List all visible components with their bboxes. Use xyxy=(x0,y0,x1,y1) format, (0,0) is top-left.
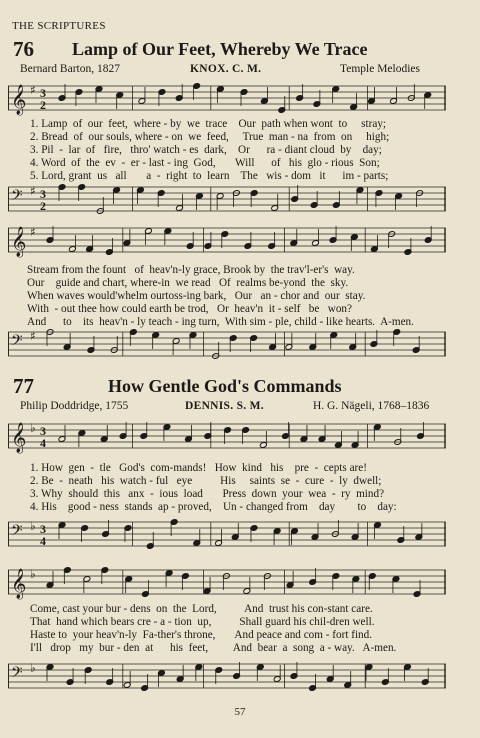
verse-line: 1. Lamp of our feet, where - by we trace Our path when wont to stray; xyxy=(30,118,387,130)
page-number: 57 xyxy=(234,706,246,718)
hymn-author: Bernard Barton, 1827 xyxy=(20,63,120,75)
svg-text:𝄞: 𝄞 xyxy=(11,227,27,257)
tune-name: KNOX. C. M. xyxy=(190,63,262,75)
verse-line: And to its heav'n - ly teach - ing turn, With sim - ple, child - like hearts. A-men. xyxy=(27,316,414,328)
svg-text:3: 3 xyxy=(40,522,46,536)
svg-text:𝄢: 𝄢 xyxy=(11,332,23,353)
svg-text:2: 2 xyxy=(40,199,46,213)
svg-text:♯: ♯ xyxy=(30,184,36,198)
svg-text:♯: ♯ xyxy=(30,329,36,343)
music-staff xyxy=(8,328,446,358)
hymn-number: 77 xyxy=(13,374,34,398)
svg-text:3: 3 xyxy=(40,86,46,100)
verse-line: 3. Why should this anx - ious load Press down your wea - ry mind? xyxy=(30,488,385,500)
verse-line: Come, cast your bur - dens on the Lord, And trust his con-stant care. xyxy=(30,603,373,615)
hymn-tune xyxy=(185,400,264,412)
svg-text:♭: ♭ xyxy=(30,519,36,533)
svg-text:♯: ♯ xyxy=(30,83,36,97)
svg-text:♯: ♯ xyxy=(30,225,36,239)
hymn-title: How Gentle God's Commands xyxy=(108,376,342,396)
hymn-number: 76 xyxy=(13,37,34,61)
svg-text:3: 3 xyxy=(40,187,46,201)
verse-line: With - out thee how could earth be trod, Or heav'n it - self be won? xyxy=(27,303,352,315)
running-title: THE SCRIPTURES xyxy=(12,20,106,32)
hymn-tune xyxy=(190,63,261,75)
svg-text:2: 2 xyxy=(40,98,46,112)
hymn-author: Philip Doddridge, 1755 xyxy=(20,400,129,412)
verse-line: 5. Lord, grant us all a - right to learn The wis - dom it im - parts; xyxy=(30,170,389,182)
music-staff xyxy=(8,224,446,260)
music-staff xyxy=(8,660,446,696)
verse-line: 4. His good - ness stands ap - proved, Un - changed from day to day: xyxy=(30,501,397,513)
svg-text:♭: ♭ xyxy=(30,421,36,435)
svg-text:4: 4 xyxy=(40,534,46,548)
svg-text:𝄞: 𝄞 xyxy=(11,85,27,115)
svg-text:4: 4 xyxy=(40,436,46,450)
hymn-composer: Temple Melodies xyxy=(340,63,420,75)
verse-line: 3. Pil - lar of fire, thro' watch - es dark, Or ra - diant cloud by day; xyxy=(30,144,382,156)
verse-line: That hand which bears cre - a - tion up, Shall guard his chil-dren well. xyxy=(30,616,375,628)
svg-text:𝄞: 𝄞 xyxy=(11,423,27,453)
tune-name: DENNIS. S. M. xyxy=(185,400,264,412)
hymn-composer: H. G. Nägeli, 1768–1836 xyxy=(313,400,430,412)
verse-line: When waves would'whelm ourtoss-ing bark, Our an - chor and our stay. xyxy=(27,290,366,302)
music-staff xyxy=(8,183,446,213)
music-staff xyxy=(8,566,446,602)
svg-text:3: 3 xyxy=(40,424,46,438)
hymn-title: Lamp of Our Feet, Whereby We Trace xyxy=(72,39,368,59)
svg-text:𝄢: 𝄢 xyxy=(11,664,23,685)
verse-line: 2. Bread of our souls, where - on we feed, True man - na from on high; xyxy=(30,131,390,143)
verse-line: Haste to your heav'n-ly Fa-ther's throne, And peace and com - fort find. xyxy=(30,629,373,641)
svg-text:♭: ♭ xyxy=(30,661,36,675)
music-staff xyxy=(8,518,446,554)
svg-text:♭: ♭ xyxy=(30,567,36,581)
verse-line: Stream from the fount of heav'n-ly grace, Brook by the trav'l-er's way. xyxy=(27,264,355,276)
svg-text:𝄞: 𝄞 xyxy=(11,569,27,599)
verse-line: Our guide and chart, where-in we read Of realms be-yond the sky. xyxy=(27,277,349,289)
verse-line: 2. Be - neath his watch - ful eye His saints se - cure - ly dwell; xyxy=(30,475,382,487)
music-staff xyxy=(8,420,446,456)
verse-line: 4. Word of the ev - er - last - ing God, Will of his glo - rious Son; xyxy=(30,157,380,169)
svg-text:𝄢: 𝄢 xyxy=(11,187,23,208)
verse-line: I'll drop my bur - den at his feet, And bear a song a - way. A-men. xyxy=(30,642,397,654)
verse-line: 1. How gen - tle God's com-mands! How kind his pre - cepts are! xyxy=(30,462,367,474)
svg-text:𝄢: 𝄢 xyxy=(11,522,23,543)
